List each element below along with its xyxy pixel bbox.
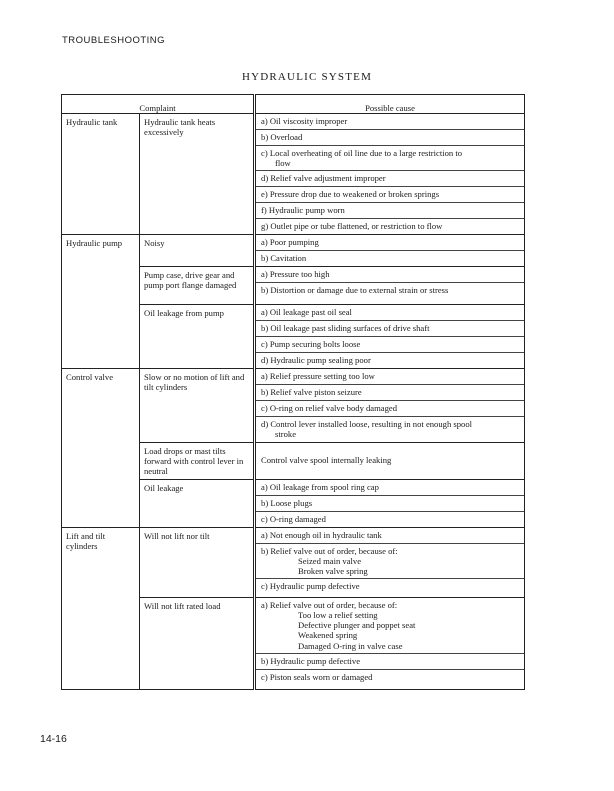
cause-line: c) Local overheating of oil line due to a large restriction to bbox=[261, 148, 463, 158]
cause-item: Control valve spool internally leaking bbox=[261, 455, 392, 466]
cause-subitem: Weakened spring bbox=[298, 630, 358, 641]
cause-subitem: Defective plunger and poppet seat bbox=[298, 620, 416, 631]
cause-item: a) Not enough oil in hydraulic tank bbox=[256, 528, 524, 544]
table-row bbox=[62, 527, 525, 597]
complaint-cell: Pump case, drive gear and pump port flange damaged bbox=[140, 267, 255, 305]
cause-subitem: Damaged O-ring in valve case bbox=[298, 640, 403, 651]
system-cell: Hydraulic tank bbox=[62, 114, 140, 235]
column-header-possible-cause: Possible cause bbox=[255, 95, 525, 114]
table-row bbox=[62, 479, 525, 527]
cause-item: d) Hydraulic pump sealing poor bbox=[261, 355, 371, 366]
cause-cell bbox=[255, 267, 525, 305]
cause-item: b) Overload bbox=[256, 130, 524, 146]
cause-item: b) Cavitation bbox=[261, 253, 307, 264]
cause-item bbox=[256, 146, 524, 171]
system-cell-empty bbox=[62, 267, 140, 305]
cause-item: c) Piston seals worn or damaged bbox=[261, 671, 373, 682]
column-header-complaint: Complaint bbox=[62, 95, 255, 114]
cause-cell bbox=[255, 114, 525, 235]
system-cell-empty bbox=[62, 597, 140, 689]
page-header: TROUBLESHOOTING bbox=[62, 35, 166, 46]
cause-cell bbox=[255, 235, 525, 267]
cause-item: a) Poor pumping bbox=[256, 235, 524, 251]
complaint-cell: Will not lift rated load bbox=[140, 597, 255, 689]
table-row bbox=[62, 442, 525, 479]
system-cell-empty bbox=[62, 305, 140, 369]
complaint-cell: Oil leakage from pump bbox=[140, 305, 255, 369]
table-row bbox=[62, 267, 525, 305]
cause-item: c) O-ring damaged bbox=[261, 513, 326, 524]
cause-item: a) Relief pressure setting too low bbox=[256, 369, 524, 385]
cause-item: f) Hydraulic pump worn bbox=[256, 203, 524, 219]
complaint-cell: Noisy bbox=[140, 235, 255, 267]
system-cell-empty bbox=[62, 442, 140, 479]
cause-item: b) Hydraulic pump defective bbox=[256, 654, 524, 670]
cause-item bbox=[256, 544, 524, 579]
cause-line: b) Relief valve out of order, because of: bbox=[261, 545, 398, 556]
page-number: 14-16 bbox=[40, 733, 67, 745]
cause-item: d) Relief valve adjustment improper bbox=[256, 171, 524, 187]
cause-item bbox=[256, 598, 524, 654]
cause-continuation: flow bbox=[275, 158, 291, 169]
system-cell-empty bbox=[62, 479, 140, 527]
cause-item: b) Oil leakage past sliding surfaces of drive shaft bbox=[256, 321, 524, 337]
cause-cell bbox=[255, 597, 525, 689]
cause-item: c) Hydraulic pump defective bbox=[261, 581, 360, 592]
table-header-row bbox=[62, 95, 525, 114]
cause-item: a) Oil leakage from spool ring cap bbox=[256, 480, 524, 496]
cause-item: b) Loose plugs bbox=[256, 496, 524, 512]
cause-subitem: Seized main valve bbox=[298, 556, 362, 567]
cause-cell bbox=[255, 305, 525, 369]
complaint-cell: Oil leakage bbox=[140, 479, 255, 527]
system-cell: Control valve bbox=[62, 369, 140, 442]
system-cell: Lift and tilt cylinders bbox=[62, 527, 140, 597]
table-row bbox=[62, 597, 525, 689]
table-row bbox=[62, 369, 525, 442]
cause-subitem: Too low a relief setting bbox=[298, 610, 378, 621]
cause-cell bbox=[255, 479, 525, 527]
cause-cell bbox=[255, 527, 525, 597]
cause-item: a) Oil leakage past oil seal bbox=[256, 305, 524, 321]
complaint-cell: Will not lift nor tilt bbox=[140, 527, 255, 597]
cause-item: c) Pump securing bolts loose bbox=[256, 337, 524, 353]
cause-item: b) Relief valve piston seizure bbox=[256, 385, 524, 401]
cause-continuation: stroke bbox=[275, 429, 297, 440]
table-row bbox=[62, 114, 525, 235]
cause-line: d) Control lever installed loose, resulting in not enough spool bbox=[261, 419, 473, 430]
cause-item: a) Pressure too high bbox=[256, 267, 524, 283]
cause-item bbox=[256, 417, 524, 441]
table-row bbox=[62, 305, 525, 369]
complaint-cell: Hydraulic tank heats excessively bbox=[140, 114, 255, 235]
cause-item: c) O-ring on relief valve body damaged bbox=[256, 401, 524, 417]
system-cell: Hydraulic pump bbox=[62, 235, 140, 267]
cause-cell bbox=[255, 442, 525, 479]
cause-item: e) Pressure drop due to weakened or broken springs bbox=[256, 187, 524, 203]
table-row bbox=[62, 235, 525, 267]
cause-subitem: Broken valve spring bbox=[298, 566, 368, 577]
cause-line: a) Relief valve out of order, because of: bbox=[261, 599, 398, 610]
cause-cell bbox=[255, 369, 525, 442]
complaint-cell: Load drops or mast tilts forward with control lever in neutral bbox=[140, 442, 255, 479]
cause-item: a) Oil viscosity improper bbox=[256, 114, 524, 130]
cause-item: b) Distortion or damage due to external strain or stress bbox=[261, 285, 449, 296]
troubleshooting-table bbox=[61, 94, 525, 690]
cause-item: g) Outlet pipe or tube flattened, or restriction to flow bbox=[261, 221, 443, 232]
page-title: HYDRAULIC SYSTEM bbox=[241, 71, 373, 83]
complaint-cell: Slow or no motion of lift and tilt cylinders bbox=[140, 369, 255, 442]
